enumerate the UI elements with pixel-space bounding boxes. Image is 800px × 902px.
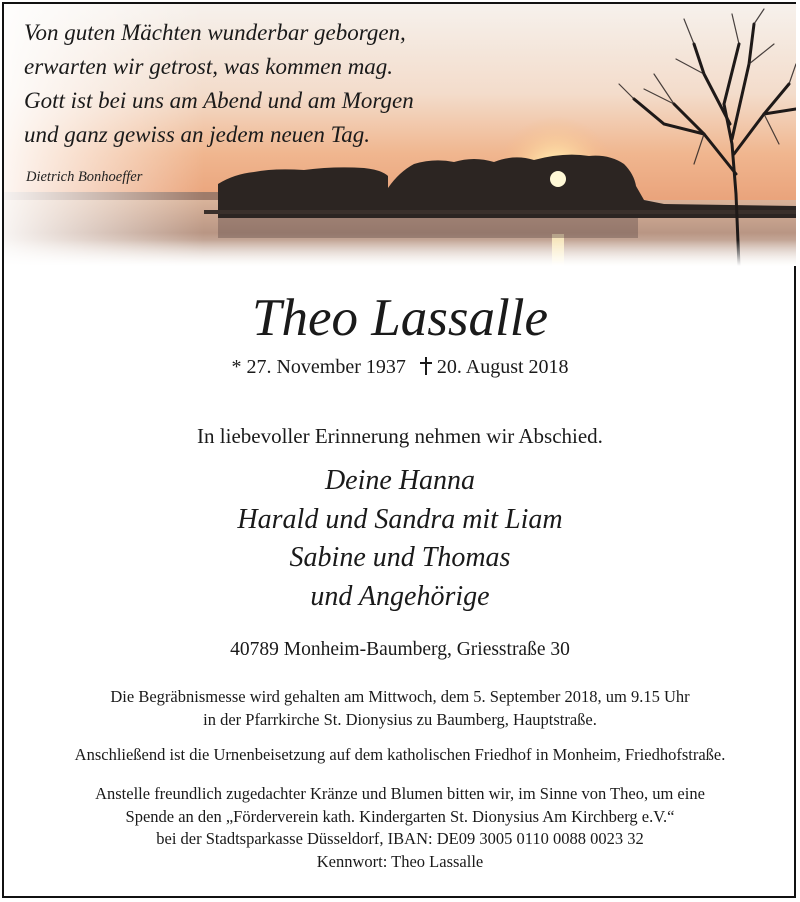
quote-line: erwarten wir getrost, was kommen mag.	[24, 54, 394, 79]
birth-date: * 27. November 1937	[231, 356, 406, 378]
family-address: 40789 Monheim-Baumberg, Griesstraße 30	[230, 639, 570, 660]
donation-info	[0, 783, 800, 873]
quote-line: Von guten Mächten wunderbar geborgen,	[24, 20, 406, 45]
quote	[24, 16, 414, 152]
quote-author: Dietrich Bonhoeffer	[26, 169, 143, 185]
quote-line: Gott ist bei uns am Abend und am Morgen	[24, 88, 414, 113]
funeral-line: Die Begräbnismesse wird gehalten am Mittwoch, dem 5. September 2018, um 9.15 Uhr	[110, 687, 690, 706]
donation-line: Anstelle freundlich zugedachter Kränze und Blumen bitten wir, im Sinne von Theo, um eine	[95, 784, 705, 803]
deceased-name: Theo Lassalle	[252, 289, 548, 347]
burial-line: Anschließend ist die Urnenbeisetzung auf dem katholischen Friedhof in Monheim, Friedhofstraße.	[74, 745, 726, 764]
mourner-line: Deine Hanna	[324, 465, 476, 496]
mourner-line: Sabine und Thomas	[289, 542, 511, 573]
mourner-line: Harald und Sandra mit Liam	[237, 503, 563, 535]
farewell-intro: In liebevoller Erinnerung nehmen wir Abschied.	[197, 424, 603, 448]
quote-line: und ganz gewiss an jedem neuen Tag.	[24, 122, 371, 147]
sunset-lake-image	[4, 4, 796, 266]
burial-info	[0, 744, 800, 767]
donation-line: Kennwort: Theo Lassalle	[316, 851, 484, 871]
funeral-line: in der Pfarrkirche St. Dionysius zu Baumberg, Hauptstraße.	[203, 709, 597, 729]
mourner-line: und Angehörige	[310, 580, 490, 612]
life-dates	[0, 356, 800, 379]
mourners-list	[0, 462, 800, 616]
cross-icon	[419, 357, 433, 375]
death-date: 20. August 2018	[436, 356, 569, 378]
funeral-mass-info	[0, 686, 800, 731]
donation-line: Spende an den „Förderverein kath. Kindergarten St. Dionysius Am Kirchberg e.V.“	[125, 806, 675, 826]
donation-line: bei der Stadtsparkasse Düsseldorf, IBAN: DE09 3005 0110 0088 0023 32	[156, 829, 644, 848]
